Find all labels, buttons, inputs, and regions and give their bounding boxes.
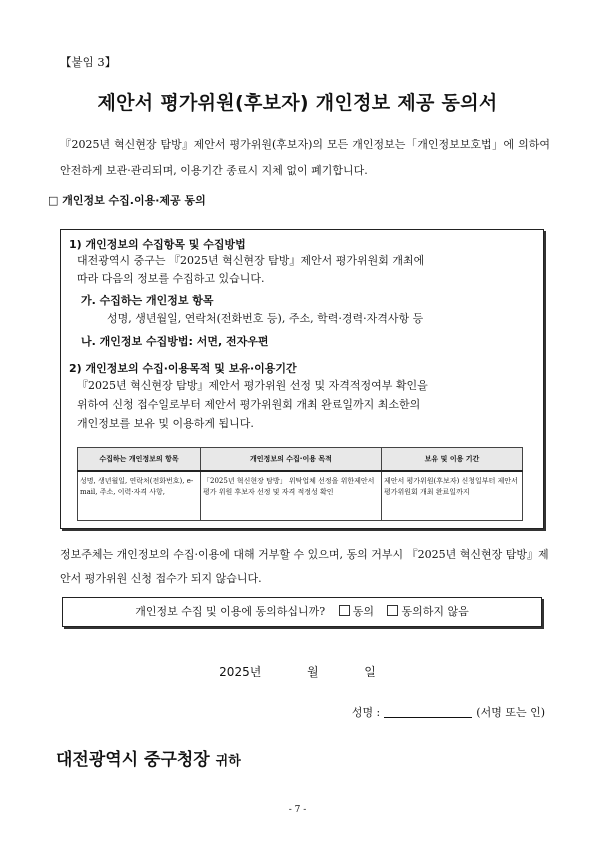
refusal-notice: 정보주체는 개인정보의 수집·이용에 대해 거부할 수 있으며, 동의 거부시 『2025년 혁신현장 탐방』제안서 평가위원 신청 접수가 되지 않습니다.: [60, 548, 549, 585]
document-title: 제안서 평가위원(후보자) 개인정보 제공 동의서: [97, 92, 498, 114]
s1a-heading: 가. 수집하는 개인정보 항목: [81, 294, 214, 307]
table-header: 보유 및 이용 기간: [382, 448, 523, 472]
consent-question: 개인정보 수집 및 이용에 동의하십니까?: [135, 605, 326, 618]
table-header: 수집하는 개인정보의 항목: [78, 448, 201, 472]
agree-checkbox[interactable]: [339, 605, 350, 616]
date-line: [0, 663, 595, 680]
s1b-heading: 나. 개인정보 수집방법: 서면, 전자우편: [81, 335, 269, 348]
disagree-checkbox[interactable]: [387, 605, 398, 616]
s2-line1: 『2025년 혁신현장 탐방』제안서 평가위원 선정 및 자격적정여부 확인을: [77, 379, 428, 392]
signature-suffix: (서명 또는 인): [476, 706, 545, 719]
table-cell: 「2025년 혁신현장 탐방」 위탁업체 선정을 위한제안서 평가 위원 후보자 선정 및 자격 적정성 확인: [201, 471, 382, 521]
date-year: 2025년: [219, 665, 262, 679]
s1a-text: 성명, 생년월일, 연락처(전화번호 등), 주소, 학력·경력·자격사항 등: [107, 312, 424, 325]
s1-line1: 대전광역시 중구는 『2025년 혁신현장 탐방』제안서 평가위원회 개최에: [77, 254, 425, 267]
signature-field[interactable]: [384, 706, 472, 718]
recipient-name: 대전광역시 중구청장: [56, 750, 210, 770]
personal-info-table: [77, 447, 523, 521]
recipient: [56, 745, 241, 770]
section-heading: □ 개인정보 수집.이용·제공 동의: [48, 194, 206, 207]
table-cell: 제안서 평가위원(후보자) 신청일부터 제안서 평가위원회 개최 완료일까지: [382, 471, 523, 521]
intro-paragraph: 『2025년 혁신현장 탐방』제안서 평가위원(후보자)의 모든 개인정보는「개인정보보호법」에 의하여 안전하게 보관·관리되며, 이용기간 종료시 지체 없이 폐기합니다.: [60, 138, 550, 177]
table-row: [78, 471, 523, 521]
signature-line: [352, 704, 545, 720]
recipient-suffix: 귀하: [215, 754, 241, 769]
table-header: 개인정보의 수집·이용 목적: [201, 448, 382, 472]
s2-line3: 개인정보를 보유 및 이용하게 됩니다.: [77, 417, 254, 430]
s1-heading: 1) 개인정보의 수집항목 및 수집방법: [69, 238, 246, 251]
s2-heading: 2) 개인정보의 수집·이용목적 및 보유·이용기간: [69, 362, 297, 375]
s2-line2: 위하여 신청 접수일로부터 제안서 평가위원회 개최 완료일까지 최소한의: [77, 398, 421, 411]
agree-label: 동의: [352, 605, 374, 618]
s1-line2: 따라 다음의 정보를 수집하고 있습니다.: [77, 272, 265, 285]
date-day: 일: [364, 665, 376, 679]
date-month: 월: [306, 665, 319, 679]
attachment-label: 【붙임 3】: [60, 55, 117, 69]
signature-label: 성명 :: [351, 706, 381, 719]
consent-question-box: [62, 597, 542, 627]
table-cell: 성명, 생년월일, 연락처(전화번호), e-mail, 주소, 이력·자격 사항,: [78, 471, 201, 521]
page-number: - 7 -: [288, 805, 307, 815]
disagree-label: 동의하지 않음: [401, 605, 469, 618]
